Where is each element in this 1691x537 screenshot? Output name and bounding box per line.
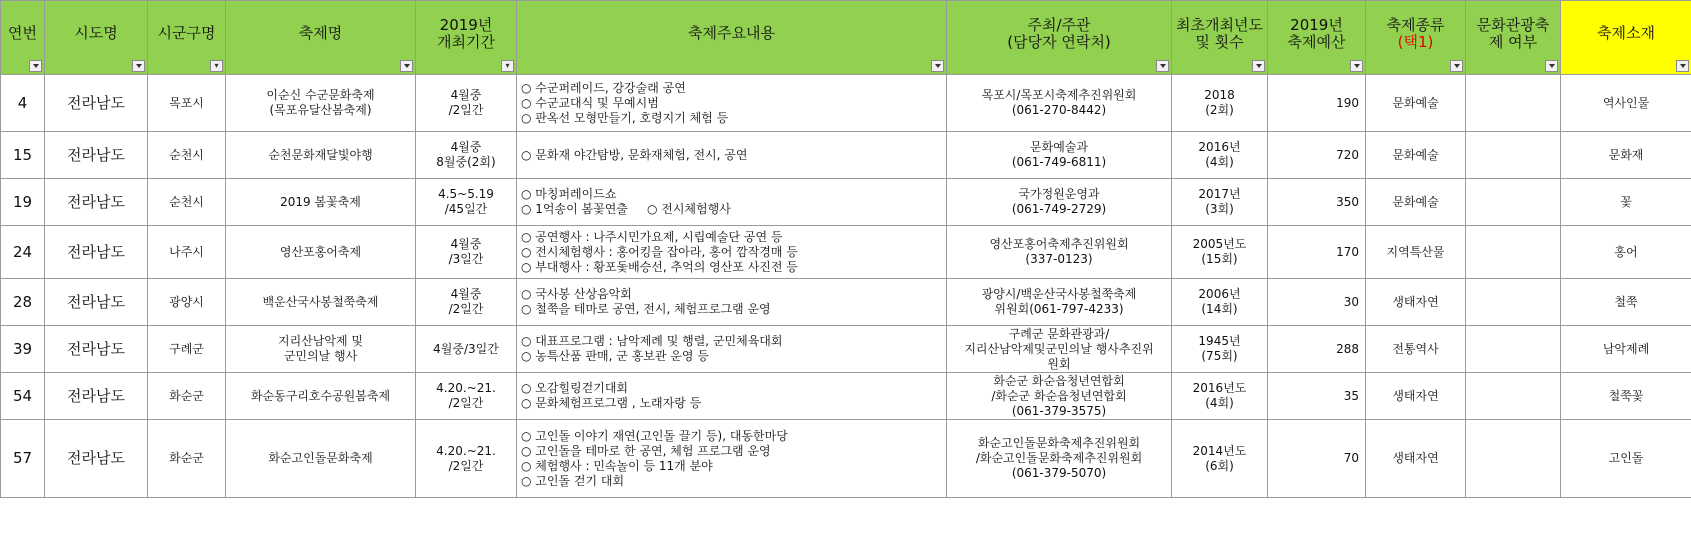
cell-festival-name-text: 이순신 수군문화축제 (목포유달산봄축제) (266, 88, 375, 117)
cell-first[interactable] (1172, 326, 1268, 373)
cell-first[interactable] (1172, 179, 1268, 226)
cell-first-text: 1945년 (75회) (1198, 334, 1241, 363)
cell-budget[interactable] (1268, 326, 1366, 373)
cell-no[interactable] (1, 373, 45, 420)
cell-host-text: 영산포홍어축제추진위원회 (337-0123) (989, 237, 1129, 266)
cell-period[interactable] (416, 279, 517, 326)
cell-type-text: 전통역사 (1392, 341, 1439, 356)
cell-sido-text: 전라남도 (67, 339, 125, 358)
cell-budget-text: 35 (1343, 388, 1359, 403)
cell-subject[interactable] (1561, 373, 1691, 420)
col-festival-name-header (226, 1, 416, 75)
cell-tourism[interactable] (1466, 279, 1561, 326)
cell-tourism[interactable] (1466, 75, 1561, 132)
cell-subject[interactable] (1561, 75, 1691, 132)
header-label: 2019년 개최기간 (437, 15, 495, 51)
cell-type[interactable] (1366, 373, 1466, 420)
col-budget-header (1268, 1, 1366, 75)
cell-sido-text: 전라남도 (67, 192, 125, 211)
content-line: ○ 철쭉을 테마로 공연, 전시, 체험프로그램 운영 (521, 302, 771, 316)
content-line: ○ 마칭퍼레이드쇼 (521, 187, 617, 201)
table-row[interactable] (1, 326, 1691, 373)
cell-no[interactable] (1, 179, 45, 226)
cell-type-text: 문화예술 (1392, 194, 1439, 209)
cell-festival-name-text: 화순동구리호수공원봄축제 (250, 388, 391, 403)
cell-type-text: 문화예술 (1392, 95, 1439, 110)
cell-first-text: 2014년도 (6회) (1192, 443, 1247, 473)
cell-budget-text: 190 (1336, 95, 1359, 110)
triangle-down-icon (1160, 64, 1166, 68)
cell-subject[interactable] (1561, 326, 1691, 373)
triangle-down-icon (1680, 64, 1686, 68)
triangle-down-icon (404, 64, 410, 68)
content-line: ○ 수군퍼레이드, 강강술래 공연 (521, 80, 686, 95)
cell-subject-text: 문화재 (1608, 147, 1644, 162)
content-line: ○ 고인돌을 테마로 한 공연, 체험 프로그램 운영 (521, 443, 771, 458)
filter-dropdown-icon[interactable] (1252, 60, 1265, 72)
cell-first[interactable] (1172, 132, 1268, 179)
cell-budget-text: 720 (1336, 147, 1359, 162)
cell-period[interactable] (416, 179, 517, 226)
content-line: ○ 국사봉 산상음악회 (521, 287, 632, 301)
table-row[interactable] (1, 279, 1691, 326)
cell-sigungu[interactable] (148, 132, 226, 179)
funnel-icon: ▾ (214, 61, 219, 70)
filter-dropdown-icon[interactable] (931, 60, 944, 72)
cell-period-text: 4.20.~21. /2일간 (436, 381, 496, 410)
cell-host[interactable] (947, 226, 1172, 279)
content-line: ○ 고인돌 이야기 재연(고인돌 끌기 등), 대동한마당 (521, 428, 788, 443)
cell-content[interactable] (517, 326, 947, 373)
cell-first-text: 2018 (2회) (1204, 88, 1235, 117)
triangle-down-icon (1256, 64, 1262, 68)
cell-no-text: 15 (12, 145, 33, 164)
filter-dropdown-icon[interactable] (400, 60, 413, 72)
cell-sigungu[interactable] (148, 179, 226, 226)
cell-sigungu-text: 순천시 (169, 194, 204, 209)
cell-no-text: 24 (12, 242, 33, 261)
cell-type[interactable] (1366, 279, 1466, 326)
cell-content[interactable] (517, 373, 947, 420)
cell-festival-name[interactable] (226, 373, 416, 420)
cell-budget-text: 288 (1336, 341, 1359, 356)
filter-dropdown-icon[interactable] (1676, 60, 1689, 72)
triangle-down-icon (136, 64, 142, 68)
content-line: ○ 공연행사 : 나주시민가요제, 시립예술단 공연 등 (521, 229, 783, 244)
content-line: ○ 전시체험행사 : 홍어킹을 잡아라, 홍어 깜작경매 등 (521, 244, 798, 259)
cell-no[interactable] (1, 279, 45, 326)
cell-subject[interactable] (1561, 420, 1691, 498)
cell-host-text: 국가정원운영과 (061-749-2729) (1011, 187, 1107, 216)
cell-sido-text: 전라남도 (67, 449, 125, 467)
cell-festival-name[interactable] (226, 226, 416, 279)
cell-period[interactable] (416, 75, 517, 132)
content-line: ○ 1억송이 봄꽃연출 ○ 전시체험행사 (521, 202, 731, 216)
cell-no-text: 19 (12, 192, 33, 211)
cell-budget[interactable] (1268, 132, 1366, 179)
content-line: ○ 수군교대식 및 무예시범 (521, 95, 659, 110)
cell-sigungu[interactable] (148, 420, 226, 498)
cell-content[interactable] (517, 179, 947, 226)
cell-no-text: 4 (17, 93, 28, 112)
cell-host[interactable] (947, 75, 1172, 132)
cell-period[interactable] (416, 226, 517, 279)
cell-sido-text: 전라남도 (67, 145, 125, 164)
content-line: ○ 문화체험프로그램 , 노래자랑 등 (521, 396, 702, 410)
table-row[interactable] (1, 373, 1691, 420)
header-label: 시도명 (74, 24, 118, 42)
header-label: 축제소재 (1597, 24, 1655, 42)
cell-sido[interactable] (45, 179, 148, 226)
cell-festival-name-text: 순천문화재달빛야행 (268, 147, 373, 162)
cell-no-text: 57 (12, 449, 33, 467)
col-sigungu-header (148, 1, 226, 75)
cell-festival-name[interactable] (226, 75, 416, 132)
cell-sido[interactable] (45, 226, 148, 279)
cell-host-text: 문화예술과 (061-749-6811) (1011, 140, 1107, 169)
header-sublabel: (택1) (1397, 32, 1434, 51)
funnel-icon: ▾ (505, 61, 510, 70)
content-line: ○ 체험행사 : 민속놀이 등 11개 분야 (521, 458, 713, 473)
cell-festival-name-text: 영산포홍어축제 (279, 244, 362, 259)
cell-content[interactable] (517, 132, 947, 179)
cell-type[interactable] (1366, 132, 1466, 179)
cell-festival-name-text: 지리산남악제 및 군민의날 행사 (278, 334, 363, 363)
cell-festival-name-text: 백운산국사봉철쭉축제 (262, 294, 379, 309)
cell-sido[interactable] (45, 326, 148, 373)
filter-dropdown-icon[interactable] (29, 60, 42, 72)
header-label: 주최/주관 (담당자 연락처) (1007, 15, 1111, 51)
content-line: ○ 대표프로그램 : 남악제례 및 행렬, 군민체육대회 (521, 334, 783, 348)
cell-sido-text: 전라남도 (67, 386, 125, 405)
cell-sigungu-text: 화순군 (169, 451, 204, 465)
header-row (1, 1, 1691, 75)
cell-content[interactable] (517, 279, 947, 326)
col-tourism-header (1466, 1, 1561, 75)
cell-festival-name[interactable] (226, 420, 416, 498)
cell-festival-name[interactable] (226, 179, 416, 226)
cell-first[interactable] (1172, 373, 1268, 420)
col-period-header (416, 1, 517, 75)
cell-host[interactable] (947, 132, 1172, 179)
filter-dropdown-icon[interactable] (1545, 60, 1558, 72)
cell-sido-text: 전라남도 (67, 93, 125, 112)
cell-sigungu-text: 목포시 (169, 95, 204, 110)
content-line: ○ 판옥선 모형만들기, 호령지기 체험 등 (521, 110, 729, 125)
col-first-header (1172, 1, 1268, 75)
cell-subject-text: 역사인물 (1602, 95, 1650, 110)
cell-festival-name[interactable] (226, 132, 416, 179)
cell-no[interactable] (1, 132, 45, 179)
filter-dropdown-icon[interactable] (1350, 60, 1363, 72)
cell-type[interactable] (1366, 226, 1466, 279)
cell-budget[interactable] (1268, 420, 1366, 498)
cell-budget-text: 70 (1343, 451, 1359, 465)
cell-budget[interactable] (1268, 226, 1366, 279)
cell-period-text: 4월중 /3일간 (448, 237, 484, 266)
table-row[interactable] (1, 75, 1691, 132)
cell-period-text: 4월중 /2일간 (448, 88, 484, 117)
cell-period[interactable] (416, 420, 517, 498)
cell-subject[interactable] (1561, 279, 1691, 326)
content-line: ○ 문화재 야간탐방, 문화재체험, 전시, 공연 (521, 147, 748, 162)
cell-first-text: 2017년 (3회) (1198, 187, 1241, 216)
cell-no[interactable] (1, 75, 45, 132)
table-row[interactable] (1, 420, 1691, 498)
cell-sigungu[interactable] (148, 226, 226, 279)
cell-sido[interactable] (45, 420, 148, 498)
filter-active-funnel-icon[interactable] (210, 60, 223, 72)
cell-no[interactable] (1, 226, 45, 279)
filter-dropdown-icon[interactable] (132, 60, 145, 72)
content-line: ○ 부대행사 : 황포돛배승선, 추억의 영산포 사진전 등 (521, 259, 798, 274)
cell-sido-text: 전라남도 (67, 242, 125, 261)
cell-type-text: 지역특산물 (1386, 244, 1445, 259)
cell-budget-text: 30 (1343, 294, 1359, 309)
col-subject-header (1561, 1, 1691, 75)
cell-host-text: 구례군 문화관광과/ 지리산남악제및군민의날 행사추진위 원회 (964, 326, 1154, 371)
cell-subject-text: 꽃 (1620, 194, 1632, 209)
cell-no-text: 39 (12, 339, 33, 358)
cell-period-text: 4월중 /2일간 (448, 287, 484, 316)
cell-subject[interactable] (1561, 179, 1691, 226)
triangle-down-icon (1549, 64, 1555, 68)
triangle-down-icon (1454, 64, 1460, 68)
cell-sigungu-text: 순천시 (169, 147, 204, 162)
cell-subject-text: 남악제례 (1602, 341, 1650, 356)
cell-host-text: 화순고인돌문화축제추진위원회 /화순고인돌문화축제추진위원회 (061-379-5070) (975, 436, 1143, 480)
filter-dropdown-icon[interactable] (1156, 60, 1169, 72)
cell-first[interactable] (1172, 279, 1268, 326)
header-label: 축제종류 (1386, 15, 1445, 34)
cell-host[interactable] (947, 420, 1172, 498)
header-label: 축제주요내용 (688, 24, 775, 42)
cell-type-text: 생태자연 (1392, 388, 1439, 403)
cell-no-text: 54 (12, 386, 33, 405)
header-label: 2019년 축제예산 (1287, 15, 1346, 51)
cell-sido[interactable] (45, 132, 148, 179)
cell-tourism[interactable] (1466, 420, 1561, 498)
header-label: 시군구명 (157, 24, 216, 42)
cell-festival-name[interactable] (226, 326, 416, 373)
cell-sigungu-text: 화순군 (169, 388, 204, 403)
cell-period-text: 4월중/3일간 (433, 341, 499, 356)
cell-type-text: 생태자연 (1392, 294, 1439, 309)
cell-sigungu[interactable] (148, 75, 226, 132)
cell-first-text: 2016년도 (4회) (1192, 381, 1247, 410)
cell-tourism[interactable] (1466, 373, 1561, 420)
filter-dropdown-icon[interactable] (1450, 60, 1463, 72)
col-type-header (1366, 1, 1466, 75)
triangle-down-icon (33, 64, 39, 68)
cell-sigungu[interactable] (148, 279, 226, 326)
cell-sido[interactable] (45, 75, 148, 132)
cell-subject-text: 홍어 (1614, 244, 1638, 259)
triangle-down-icon (935, 64, 941, 68)
cell-content[interactable] (517, 420, 947, 498)
cell-festival-name[interactable] (226, 279, 416, 326)
cell-host-text: 화순군 화순읍청년연합회 /화순군 화순읍청년연합회 (061-379-3575) (991, 373, 1127, 418)
content-line: ○ 오감힐링걷기대회 (521, 381, 629, 395)
header-label: 연번 (8, 24, 37, 42)
cell-type[interactable] (1366, 326, 1466, 373)
cell-type[interactable] (1366, 75, 1466, 132)
cell-period-text: 4월중 8월중(2회) (436, 140, 496, 169)
cell-subject-text: 고인돌 (1608, 451, 1644, 465)
cell-no[interactable] (1, 326, 45, 373)
content-line: ○ 고인돌 걷기 대회 (521, 473, 625, 488)
cell-host[interactable] (947, 326, 1172, 373)
cell-first[interactable] (1172, 75, 1268, 132)
cell-first-text: 2005년도 (15회) (1192, 237, 1247, 266)
cell-festival-name-text: 화순고인돌문화축제 (268, 451, 373, 465)
col-content-header (517, 1, 947, 75)
cell-tourism[interactable] (1466, 132, 1561, 179)
cell-host[interactable] (947, 373, 1172, 420)
cell-type[interactable] (1366, 179, 1466, 226)
triangle-down-icon (1354, 64, 1360, 68)
header-row-container (1, 1, 1691, 75)
cell-subject-text: 철쭉꽃 (1608, 388, 1644, 403)
cell-sido[interactable] (45, 373, 148, 420)
cell-type-text: 생태자연 (1392, 451, 1439, 465)
cell-tourism[interactable] (1466, 179, 1561, 226)
cell-budget[interactable] (1268, 373, 1366, 420)
cell-no[interactable] (1, 420, 45, 498)
cell-subject[interactable] (1561, 132, 1691, 179)
cell-host-text: 목포시/목포시축제추진위원회 (061-270-8442) (981, 88, 1137, 117)
col-no-header (1, 1, 45, 75)
cell-period[interactable] (416, 326, 517, 373)
cell-subject[interactable] (1561, 226, 1691, 279)
cell-budget[interactable] (1268, 75, 1366, 132)
table-row[interactable] (1, 132, 1691, 179)
cell-sigungu-text: 광양시 (169, 294, 204, 309)
cell-first[interactable] (1172, 226, 1268, 279)
cell-first[interactable] (1172, 420, 1268, 498)
col-host-header (947, 1, 1172, 75)
header-label: 문화관광축 제 여부 (1476, 15, 1550, 51)
cell-budget-text: 350 (1336, 194, 1359, 209)
header-label: 최초개최년도 및 횟수 (1176, 15, 1263, 51)
cell-period[interactable] (416, 373, 517, 420)
cell-subject-text: 철쭉 (1614, 294, 1638, 309)
cell-content[interactable] (517, 226, 947, 279)
cell-budget-text: 170 (1336, 244, 1359, 259)
col-sido-header (45, 1, 148, 75)
cell-content[interactable] (517, 75, 947, 132)
filter-active-funnel-icon[interactable] (501, 60, 514, 72)
cell-first-text: 2016년 (4회) (1198, 140, 1241, 169)
cell-sigungu-text: 나주시 (169, 244, 204, 259)
cell-host-text: 광양시/백운산국사봉철쭉축제 위원회(061-797-4233) (981, 287, 1137, 316)
table-row[interactable] (1, 226, 1691, 279)
cell-host[interactable] (947, 179, 1172, 226)
table-row[interactable] (1, 179, 1691, 226)
content-line: ○ 농특산품 판매, 군 홍보관 운영 등 (521, 349, 709, 363)
cell-sigungu[interactable] (148, 326, 226, 373)
cell-sido[interactable] (45, 279, 148, 326)
cell-host[interactable] (947, 279, 1172, 326)
cell-sido-text: 전라남도 (67, 292, 125, 311)
cell-tourism[interactable] (1466, 226, 1561, 279)
cell-sigungu-text: 구례군 (169, 341, 204, 356)
cell-period-text: 4.5~5.19 /45일간 (438, 187, 494, 216)
cell-period[interactable] (416, 132, 517, 179)
cell-type[interactable] (1366, 420, 1466, 498)
cell-no-text: 28 (12, 292, 33, 311)
cell-first-text: 2006년 (14회) (1198, 287, 1241, 316)
cell-festival-name-text: 2019 봄꽃축제 (280, 194, 361, 209)
cell-sigungu[interactable] (148, 373, 226, 420)
cell-period-text: 4.20.~21. /2일간 (436, 443, 496, 473)
cell-type-text: 문화예술 (1392, 147, 1439, 162)
table-body (1, 75, 1691, 498)
cell-budget[interactable] (1268, 179, 1366, 226)
header-label: 축제명 (298, 24, 343, 42)
cell-tourism[interactable] (1466, 326, 1561, 373)
cell-budget[interactable] (1268, 279, 1366, 326)
